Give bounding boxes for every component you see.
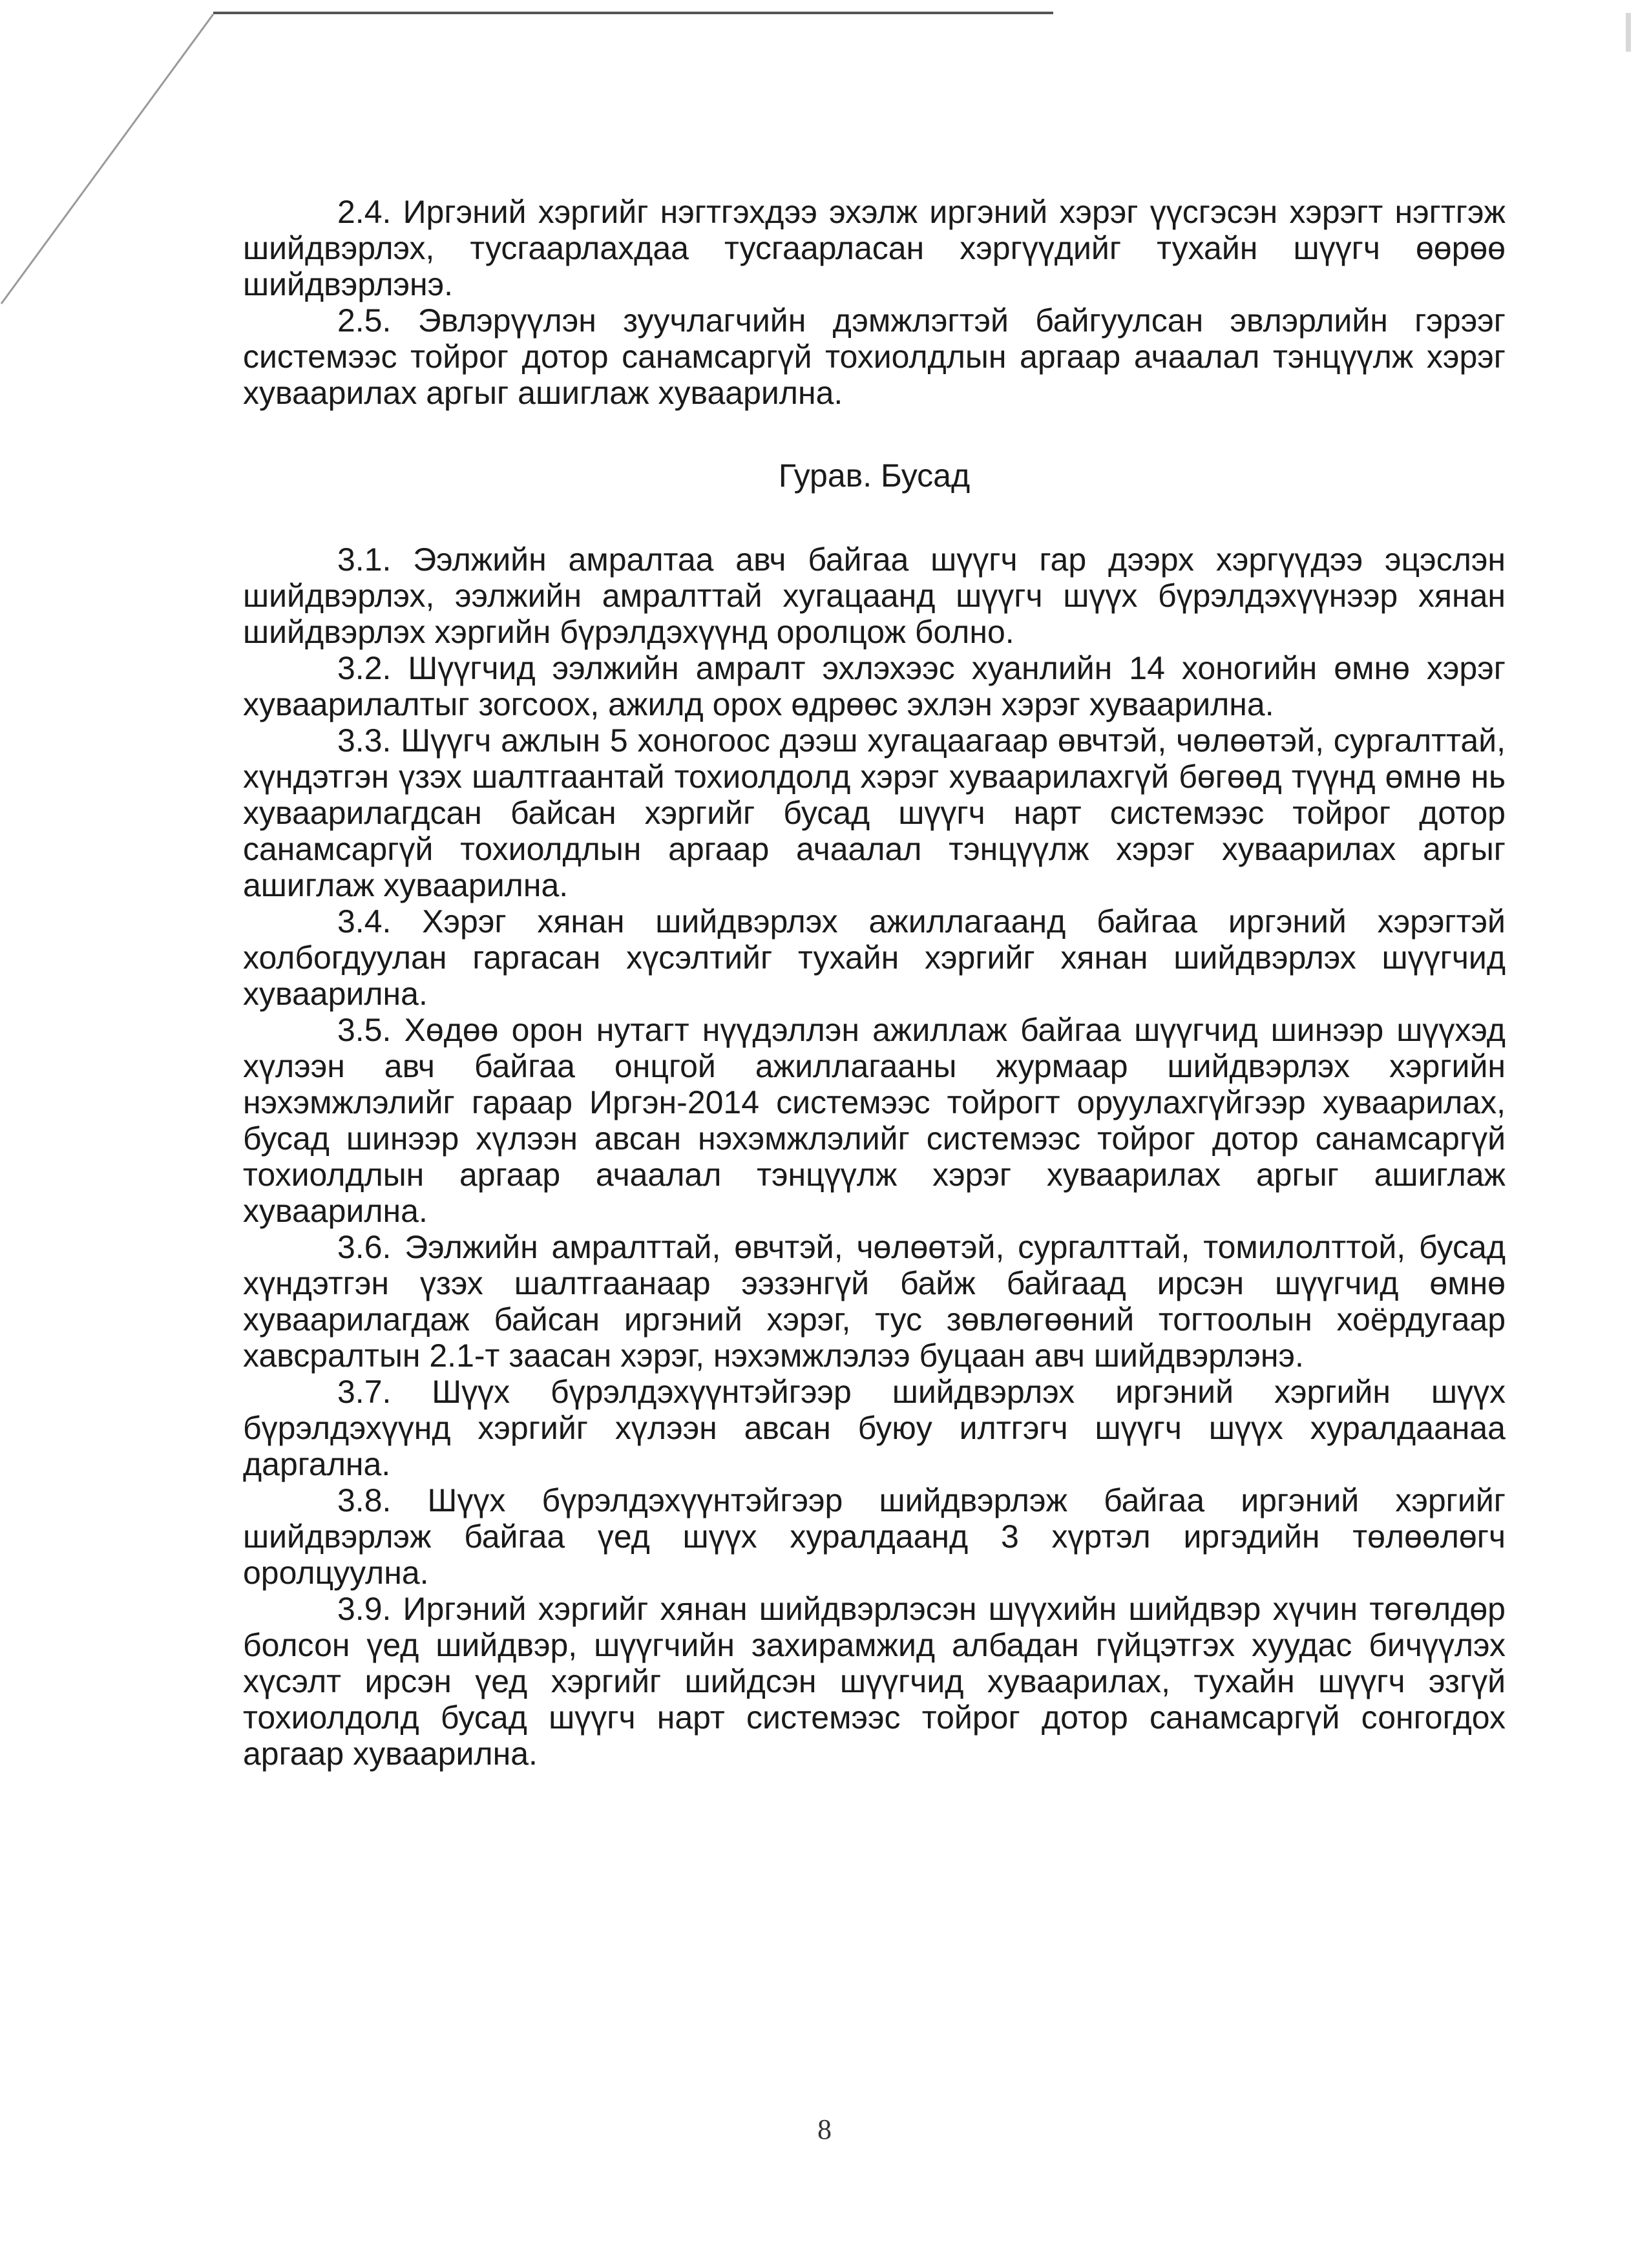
paragraph-3-2: 3.2. Шүүгчид ээлжийн амралт эхлэхээс хуанлийн 14 хоногийн өмнө хэрэг хуваарилалтыг зогсоох, ажилд орох өдрөөс эхлэн хэрэг хуваарилна. xyxy=(243,650,1506,722)
paragraph-3-5: 3.5. Хөдөө орон нутагт нүүдэллэн ажиллаж байгаа шүүгчид шинээр шүүхэд хүлээн авч байгаа онцгой ажиллагааны журмаар шийдвэрлэх хэргийн нэхэмжлэлийг гараар Иргэн-2014 системээс тойрогт оруулахгүйгээр хуваарилах, бусад шинээр хүлээн авсан нэхэмжлэлийг системээс тойрог дотор санамсаргүй тохиолдлын аргаар ачаалал тэнцүүлж хэрэг хуваарилах аргыг ашиглаж хуваарилна. xyxy=(243,1012,1506,1229)
paragraph-3-7: 3.7. Шүүх бүрэлдэхүүнтэйгээр шийдвэрлэх иргэний хэргийн шүүх бүрэлдэхүүнд хэргийг хүлээн авсан буюу илтгэгч шүүгч шүүх хуралдаанаа даргална. xyxy=(243,1374,1506,1482)
section-heading: Гурав. Бусад xyxy=(778,457,971,494)
scan-edge-right xyxy=(1626,13,1631,52)
paragraph-3-4: 3.4. Хэрэг хянан шийдвэрлэх ажиллагаанд байгаа иргэний хэрэгтэй холбогдуулан гаргасан хүсэлтийг тухайн хэргийг хянан шийдвэрлэх шүүгчид хуваарилна. xyxy=(243,903,1506,1012)
paragraph-2-4: 2.4. Иргэний хэргийг нэгтгэхдээ эхэлж иргэний хэрэг үүсгэсэн хэрэгт нэгтгэж шийдвэрлэх, тусгаарлахдаа тусгаарласан хэргүүдийг тухайн шүүгч өөрөө шийдвэрлэнэ. xyxy=(243,194,1506,302)
paragraph-3-1: 3.1. Ээлжийн амралтаа авч байгаа шүүгч гар дээрх хэргүүдээ эцэслэн шийдвэрлэх, ээлжийн амралттай хугацаанд шүүгч шүүх бүрэлдэхүүнээр хянан шийдвэрлэх хэргийн бүрэлдэхүүнд оролцож болно. xyxy=(243,541,1506,650)
paragraph-3-6: 3.6. Ээлжийн амралттай, өвчтэй, чөлөөтэй, сургалттай, томилолттой, бусад хүндэтгэн үзэх шалтгаанаар ээзэнгүй байж байгаад ирсэн шүүгчид өмнө хуваарилагдаж байсан иргэний хэрэг, тус зөвлөгөөний тогтоолын хоёрдугаар хавсралтын 2.1-т заасан хэрэг, нэхэмжлэлээ буцаан авч шийдвэрлэнэ. xyxy=(243,1229,1506,1374)
paragraph-3-8: 3.8. Шүүх бүрэлдэхүүнтэйгээр шийдвэрлэж байгаа иргэний хэргийг шийдвэрлэж байгаа үед шүүх хуралдаанд 3 хүртэл иргэдийн төлөөлөгч оролцуулна. xyxy=(243,1482,1506,1591)
scan-edge-top xyxy=(213,12,1053,14)
paragraph-3-3: 3.3. Шүүгч ажлын 5 хоногоос дээш хугацаагаар өвчтэй, чөлөөтэй, сургалттай, хүндэтгэн үзэх шалтгаантай тохиолдолд хэрэг хуваарилахгүй бөгөөд түүнд өмнө нь хуваарилагдсан байсан хэргийг бусад шүүгч нарт системээс тойрог дотор санамсаргүй тохиолдлын аргаар ачаалал тэнцүүлж хэрэг хуваарилах аргыг ашиглаж хуваарилна. xyxy=(243,722,1506,903)
paragraph-2-5: 2.5. Эвлэрүүлэн зуучлагчийн дэмжлэгтэй байгуулсан эвлэрлийн гэрээг системээс тойрог дотор санамсаргүй тохиолдлын аргаар ачаалал тэнцүүлж хэрэг хуваарилах аргыг ашиглаж хуваарилна. xyxy=(243,302,1506,411)
document-body xyxy=(243,194,1506,1772)
paragraph-3-9: 3.9. Иргэний хэргийг хянан шийдвэрлэсэн шүүхийн шийдвэр хүчин төгөлдөр болсон үед шийдвэр, шүүгчийн захирамжид албадан гүйцэтгэх хуудас бичүүлэх хүсэлт ирсэн үед хэргийг шийдсэн шүүгчид хуваарилах, тухайн шүүгч эзгүй тохиолдолд бусад шүүгч нарт системээс тойрог дотор санамсаргүй сонгогдох аргаар хуваарилна. xyxy=(243,1591,1506,1772)
page-number: 8 xyxy=(817,2114,832,2145)
